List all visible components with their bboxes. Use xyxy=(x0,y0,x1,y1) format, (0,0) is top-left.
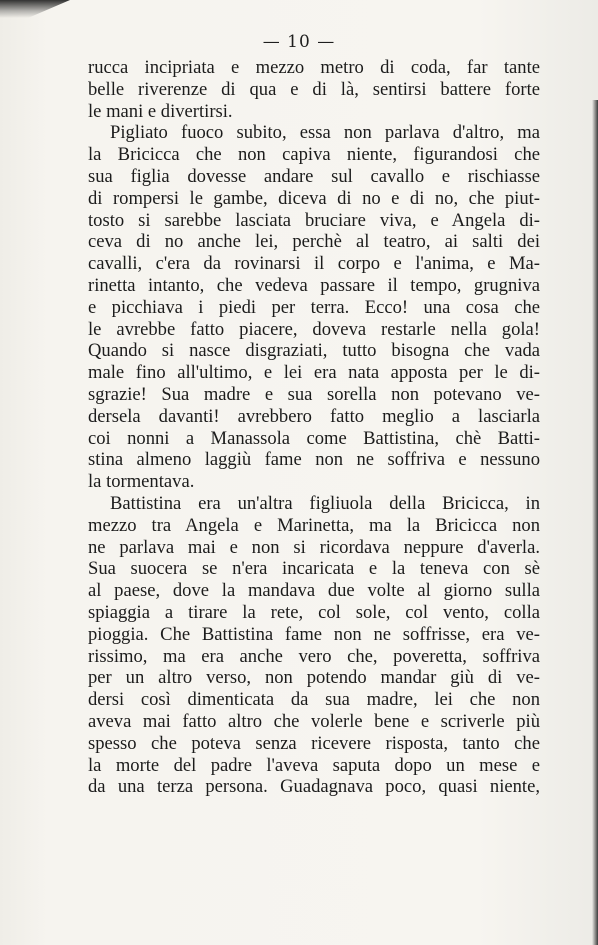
text-line: coi nonni a Manassola come Battistina, chè Batti- xyxy=(88,427,540,449)
text-line: stina almeno laggiù fame non ne soffriva e nessuno xyxy=(88,449,540,471)
text-line: cavalli, c'era da rovinarsi il corpo e l'anima, e Ma- xyxy=(88,253,540,275)
text-line: Battistina era un'altra figliuola della Bricicca, in xyxy=(110,492,540,514)
text-line: sua figlia dovesse andare sul cavallo e rischiasse xyxy=(88,165,540,187)
text-line: per un altro verso, non potendo mandar giù di ve- xyxy=(88,667,540,689)
page-number: — 10 — xyxy=(262,32,336,52)
text-line: ne parlava mai e non si ricordava neppure d'averla. xyxy=(88,536,540,558)
text-line: le mani e divertirsi. xyxy=(88,100,233,122)
text-line: al paese, dove la mandava due volte al giorno sulla xyxy=(88,580,540,602)
text-line: aveva mai fatto altro che volerle bene e scriverle più xyxy=(88,710,540,732)
text-line: mezzo tra Angela e Marinetta, ma la Bricicca non xyxy=(88,514,540,536)
text-line: di rompersi le gambe, diceva di no e di no, che piut- xyxy=(88,187,540,209)
body-text xyxy=(88,57,540,798)
text-line: Pigliato fuoco subito, essa non parlava d'altro, ma xyxy=(110,122,540,144)
text-line: male fino all'ultimo, e lei era nata apposta per le di- xyxy=(88,362,540,384)
text-line: rissimo, ma era anche vero che, poveretta, soffriva xyxy=(88,645,540,667)
text-line: la Bricicca che non capiva niente, figurandosi che xyxy=(88,144,540,166)
text-line: dersi così dimenticata da sua madre, lei che non xyxy=(88,689,540,711)
text-line: spiaggia a tirare la rete, col sole, col vento, colla xyxy=(88,601,540,623)
text-line: ceva di no anche lei, perchè al teatro, ai salti dei xyxy=(88,231,540,253)
text-line: tosto si sarebbe lasciata bruciare viva, e Angela di- xyxy=(88,209,540,231)
text-line: belle riverenze di qua e di là, sentirsi battere forte xyxy=(88,78,540,100)
text-line: dersela davanti! avrebbero fatto meglio a lasciarla xyxy=(88,405,540,427)
text-line: Sua suocera se n'era incaricata e la teneva con sè xyxy=(88,558,540,580)
text-line: le avrebbe fatto piacere, doveva restarle nella gola! xyxy=(88,318,540,340)
text-line: pioggia. Che Battistina fame non ne soffrisse, era ve- xyxy=(88,623,540,645)
text-line: la tormentava. xyxy=(88,471,195,493)
text-line: la morte del padre l'aveva saputa dopo un mese e xyxy=(88,754,540,776)
text-line: rucca incipriata e mezzo metro di coda, far tante xyxy=(88,57,540,78)
scan-right-edge xyxy=(592,100,598,945)
text-line: e picchiava i piedi per terra. Ecco! una cosa che xyxy=(88,296,540,318)
text-line: rinetta intanto, che vedeva passare il tempo, grugniva xyxy=(88,274,540,296)
text-line: spesso che poteva senza ricevere risposta, tanto che xyxy=(88,732,540,754)
text-line: sgrazie! Sua madre e sua sorella non potevano ve- xyxy=(88,383,540,405)
text-line: Quando si nasce disgraziati, tutto bisogna che vada xyxy=(88,340,540,362)
scan-corner-shadow xyxy=(0,0,70,18)
text-line: da una terza persona. Guadagnava poco, quasi niente, xyxy=(88,776,540,798)
